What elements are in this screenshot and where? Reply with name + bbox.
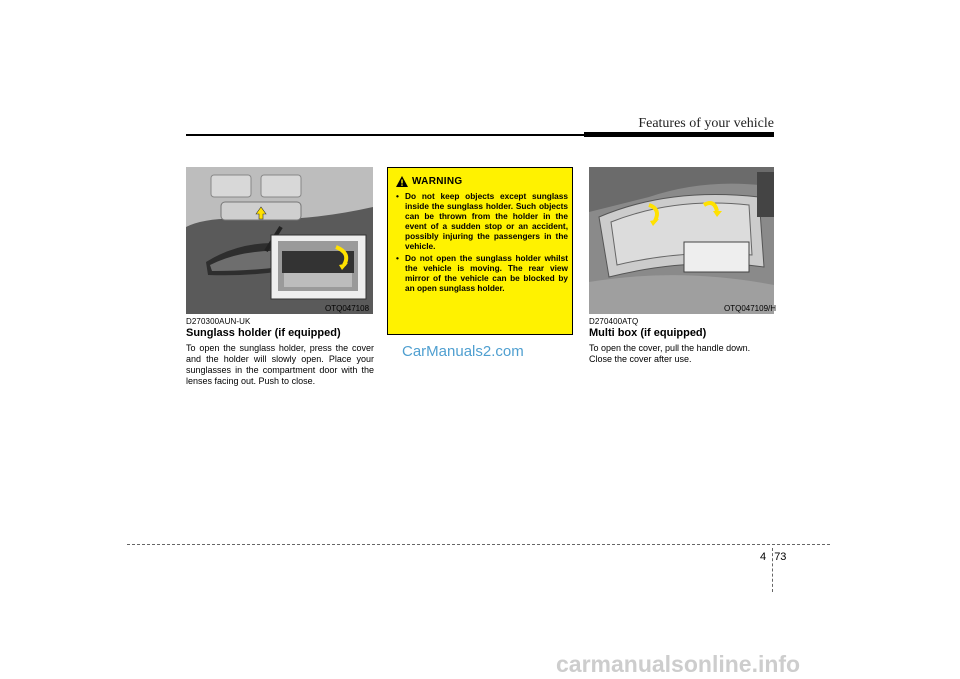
warning-item: • Do not open the sunglass holder whilst the vehicle is moving. The rear view mirror of the vehicle can be blocked by an open sunglass holder.	[396, 253, 568, 293]
warning-list	[396, 191, 568, 295]
chapter-number: 4	[760, 551, 767, 563]
site-watermark: carmanualsonline.info	[556, 651, 801, 677]
warning-item: • Do not keep objects except sunglass inside the sunglass holder. Such objects can be thrown from the holder in the event of a sudden stop or an accident, possibly injuring the passengers in the vehicle.	[396, 191, 568, 251]
section-title: Features of your vehicle	[638, 116, 774, 131]
page-number	[760, 551, 786, 563]
page-number-value: 73	[774, 551, 787, 563]
multi-box-photo	[589, 167, 777, 314]
right-doc-code: D270400ATQ	[589, 317, 639, 326]
sunglass-holder-body: To open the sunglass holder, press the cover and the holder will slowly open. Place your sunglasses in the compartment door with the lenses facing out. Push to close.	[186, 343, 374, 386]
warning-box	[387, 167, 573, 335]
warning-title: WARNING	[412, 176, 463, 187]
warning-header	[396, 176, 462, 187]
footer-divider	[127, 544, 830, 545]
warning-triangle-icon	[396, 176, 408, 187]
left-doc-code: D270300AUN-UK	[186, 317, 251, 326]
left-image-code: OTQ047108	[325, 304, 370, 313]
multi-box-body: To open the cover, pull the handle down. Close the cover after use.	[589, 343, 751, 364]
right-image-code: OTQ047109/H	[724, 304, 777, 313]
carmanuals-watermark: CarManuals2.com	[402, 343, 524, 360]
sunglass-holder-photo	[186, 167, 373, 314]
header-rule-accent	[584, 132, 774, 137]
sunglass-holder-heading: Sunglass holder (if equipped)	[186, 327, 341, 339]
multi-box-heading: Multi box (if equipped)	[589, 327, 707, 339]
